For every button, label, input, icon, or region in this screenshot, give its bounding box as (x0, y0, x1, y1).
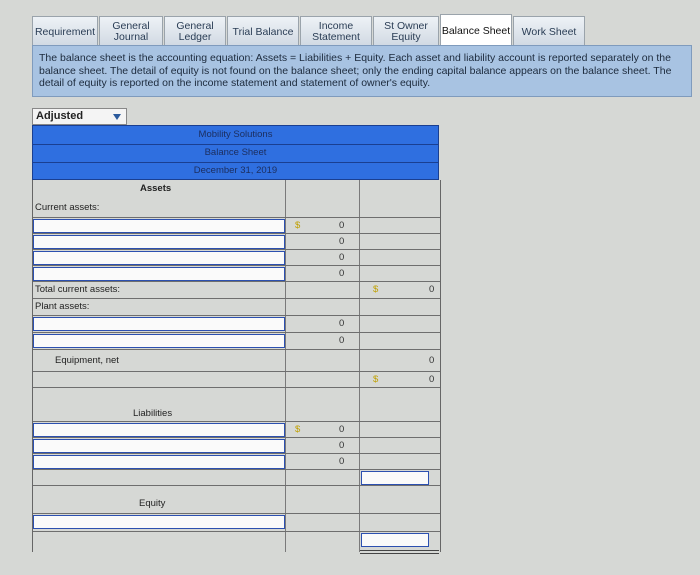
table-row (33, 266, 440, 282)
total-liabilities-equity-row (33, 532, 440, 550)
company-name: Mobility Solutions (33, 126, 438, 145)
equipment-net-value: 0 (429, 355, 435, 366)
equipment-net-label: Equipment, net (55, 355, 119, 366)
table-row (33, 470, 440, 486)
tab-income-statement[interactable]: Income Statement (300, 16, 372, 47)
asset-account-input-1[interactable] (33, 219, 285, 233)
liabilities-header-row (33, 388, 440, 422)
asset-account-input-4[interactable] (33, 267, 285, 281)
asset-amount-4[interactable]: 0 (339, 268, 345, 279)
equipment-net-row (33, 350, 440, 372)
tab-general-ledger[interactable]: General Ledger (164, 16, 226, 47)
asset-account-input-2[interactable] (33, 235, 285, 249)
tab-general-journal[interactable]: General Journal (99, 16, 163, 47)
total-assets-value: 0 (429, 374, 435, 385)
tab-requirement[interactable]: Requirement (32, 16, 98, 47)
tab-balance-sheet[interactable]: Balance Sheet (440, 14, 512, 47)
liability-input-3[interactable] (33, 455, 285, 469)
table-row (33, 514, 440, 532)
currency-symbol: $ (295, 424, 301, 435)
asset-amount-2[interactable]: 0 (339, 236, 345, 247)
instructions-banner (32, 45, 692, 97)
plant-asset-amount-2[interactable]: 0 (339, 335, 345, 346)
asset-amount-1[interactable]: 0 (339, 220, 345, 231)
plant-asset-input-1[interactable] (33, 317, 285, 331)
table-row (33, 250, 440, 266)
total-current-assets-row (33, 282, 440, 299)
liability-amount-3[interactable]: 0 (339, 456, 345, 467)
plant-assets-label: Plant assets: (35, 301, 90, 312)
asset-amount-3[interactable]: 0 (339, 252, 345, 263)
table-row (33, 422, 440, 438)
total-liabilities-input[interactable] (361, 471, 429, 485)
tab-owner-equity[interactable]: St Owner Equity (373, 16, 439, 47)
statement-date: December 31, 2019 (193, 165, 278, 176)
liability-input-2[interactable] (33, 439, 285, 453)
balance-type-value: Adjusted (36, 110, 84, 122)
liability-amount-1[interactable]: 0 (339, 424, 345, 435)
table-row (33, 454, 440, 470)
total-assets-row (33, 372, 440, 388)
plant-asset-amount-1[interactable]: 0 (339, 318, 345, 329)
liability-amount-2[interactable]: 0 (339, 440, 345, 451)
equity-input-1[interactable] (33, 515, 285, 529)
tab-bar (32, 12, 586, 46)
table-row (33, 333, 440, 350)
balance-sheet-grid (32, 180, 441, 552)
total-current-assets-value: 0 (429, 284, 435, 295)
asset-account-input-3[interactable] (33, 251, 285, 265)
currency-symbol: $ (373, 284, 379, 295)
liability-input-1[interactable] (33, 423, 285, 437)
tab-trial-balance[interactable]: Trial Balance (227, 16, 299, 47)
statement-title: Balance Sheet (33, 144, 438, 163)
current-assets-row (33, 200, 440, 218)
plant-assets-row (33, 299, 440, 316)
double-underline (360, 550, 439, 554)
instructions-text: The balance sheet is the accounting equation: Assets = Liabilities + Equity. Each asset and liability account is reported separately on the balance sheet. The detail of equity is not found on the balance sheet; only the ending capital balance appears on the balance sheet. The detail of equity is reported on the income statement and statement of owner's equity. (39, 52, 672, 89)
currency-symbol: $ (373, 374, 379, 385)
plant-asset-input-2[interactable] (33, 334, 285, 348)
table-row (33, 218, 440, 234)
assets-header-row (33, 180, 440, 200)
liabilities-heading: Liabilities (133, 408, 173, 419)
balance-type-select[interactable] (32, 108, 127, 125)
table-row (33, 316, 440, 333)
equity-heading: Equity (139, 498, 166, 509)
equity-header-row (33, 486, 440, 514)
currency-symbol: $ (295, 220, 301, 231)
table-row (33, 234, 440, 250)
chevron-down-icon (113, 114, 121, 120)
total-liabilities-equity-input[interactable] (361, 533, 429, 547)
current-assets-label: Current assets: (35, 202, 100, 213)
tab-work-sheet[interactable]: Work Sheet (513, 16, 585, 47)
table-row (33, 438, 440, 454)
total-current-assets-label: Total current assets: (35, 284, 121, 295)
assets-heading: Assets (140, 183, 172, 194)
statement-header (32, 125, 439, 180)
